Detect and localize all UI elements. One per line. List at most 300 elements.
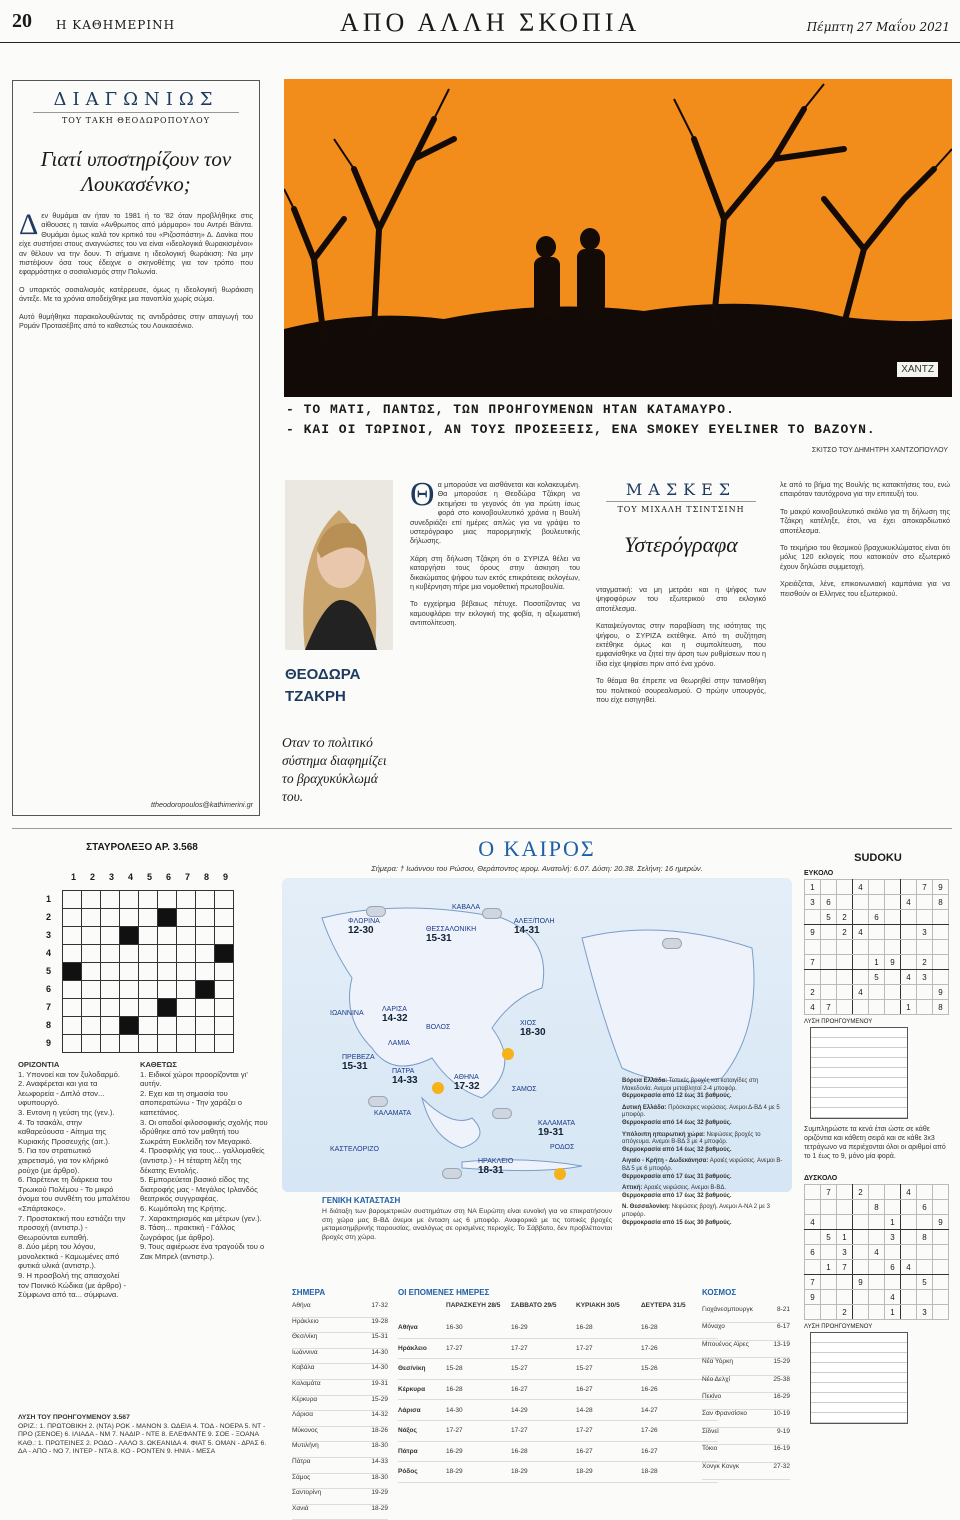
sudoku-cell[interactable]: 7 xyxy=(837,1260,853,1275)
drop-cap: Δ xyxy=(19,208,39,241)
day-temp: 18-29 xyxy=(576,1468,593,1476)
world-title: ΚΟΣΜΟΣ xyxy=(702,1288,737,1297)
next-row xyxy=(398,1318,718,1339)
sudoku-cell[interactable]: 7 xyxy=(805,955,821,970)
sudoku-cell[interactable] xyxy=(901,1275,917,1290)
sudoku-cell[interactable]: 9 xyxy=(805,925,821,940)
sudoku-cell[interactable]: 6 xyxy=(805,1245,821,1260)
sudoku-cell[interactable]: 8 xyxy=(869,1200,885,1215)
row-number: 5 xyxy=(46,966,52,976)
sudoku-cell[interactable] xyxy=(821,970,837,985)
general-forecast: Η διάταξη των βαρομετρικών συστημάτων στη ΝΑ Ευρώπη είναι ευνοϊκή για να επικρατήσουν στη χώρα μας Β-ΒΔ άνεμοι με ένταση ως 6 μποφόρ. Αναφορικά με τις τοπικές βροχές μεταμεσημβρινής παρουσίας, αναλόγως σε ορισμένες περιοχές. Το Σάββατο, δεν προβλέπονται βροχές στη χώρα. xyxy=(322,1208,612,1241)
sudoku-cell[interactable] xyxy=(853,1260,869,1275)
sudoku-cell[interactable] xyxy=(885,895,901,910)
sudoku-cell[interactable] xyxy=(853,1305,869,1320)
sudoku-cell[interactable]: 9 xyxy=(805,1290,821,1305)
map-city xyxy=(478,1158,513,1176)
today-row xyxy=(292,1349,388,1365)
sudoku-cell[interactable] xyxy=(933,1290,949,1305)
city-name: ΗΡΑΚΛΕΙΟ xyxy=(478,1158,514,1165)
day-temp: 16-29 xyxy=(511,1324,528,1332)
sudoku-cell[interactable] xyxy=(853,955,869,970)
clue: 4. Προσφιλής για τους... γαλλομαθείς (αντιστρ.) - Η τέταρτη λέξη της δέκατης Εντολής. xyxy=(140,1146,265,1175)
sudoku-cell[interactable] xyxy=(901,940,917,955)
sudoku-cell[interactable]: 4 xyxy=(901,1260,917,1275)
sudoku-cell[interactable]: 4 xyxy=(869,1245,885,1260)
region-text: Αραιές νεφώσεις. Ανεμοι Β-ΒΔ. xyxy=(643,1185,727,1192)
region-text: Πρόσκαιρες νεφώσεις. Ανεμοι Δ-ΒΔ 4 με 5 μποφόρ. xyxy=(622,1104,780,1119)
sudoku-cell[interactable]: 4 xyxy=(901,1185,917,1200)
city-name: Ιωάννινα xyxy=(292,1348,318,1356)
city-temp: 18-30 xyxy=(371,1473,388,1481)
city-name: Θεσ/νίκη xyxy=(398,1365,426,1373)
sudoku-cell[interactable] xyxy=(853,970,869,985)
city-temp: 12-30 xyxy=(348,925,374,936)
day-heading: ΔΕΥΤΕΡΑ 31/5 xyxy=(641,1302,686,1309)
sudoku-cell[interactable] xyxy=(853,1200,869,1215)
city-name: Κέρκυρα xyxy=(398,1386,426,1394)
clue: 2. Αναφέρεται και για τα λεωφορεία - Διπλό στον... υφυπουργό. xyxy=(18,1079,105,1108)
world-row xyxy=(702,1463,790,1480)
sudoku-cell[interactable] xyxy=(917,1245,933,1260)
day-temp: 16-26 xyxy=(641,1386,658,1394)
next-row xyxy=(398,1462,718,1483)
sudoku-cell[interactable]: 1 xyxy=(821,1260,837,1275)
city-name: ΘΕΣΣΑΛΟΝΙΚΗ xyxy=(426,926,477,933)
sudoku-cell[interactable]: 1 xyxy=(901,1000,917,1015)
row-number: 7 xyxy=(46,1002,52,1012)
sudoku-cell[interactable]: 1 xyxy=(805,880,821,895)
sudoku-cell[interactable] xyxy=(853,1000,869,1015)
region-name: Αιγαίο - Κρήτη - Δωδεκάνησα: xyxy=(622,1158,709,1165)
sudoku-cell[interactable]: 1 xyxy=(885,1305,901,1320)
sudoku-cell[interactable] xyxy=(853,1245,869,1260)
city-name: Αθήνα xyxy=(398,1324,418,1332)
clues-horizontal xyxy=(18,1060,130,1300)
sudoku-title: SUDOKU xyxy=(854,852,902,864)
solution-grid-small xyxy=(810,1332,908,1424)
clue: 5. Εμπορεύεται βασικό είδος της διατροφής μας - Μεγάλος Ιρλανδός θεατρικός συγγραφέας. xyxy=(140,1175,258,1204)
sudoku-cell[interactable] xyxy=(869,1000,885,1015)
sudoku-cell[interactable]: 6 xyxy=(885,1260,901,1275)
sudoku-cell[interactable]: 4 xyxy=(901,970,917,985)
sudoku-cell[interactable] xyxy=(869,1275,885,1290)
day-heading: ΚΥΡΙΑΚΗ 30/5 xyxy=(576,1302,620,1309)
sudoku-cell[interactable]: 8 xyxy=(933,895,949,910)
col-number: 6 xyxy=(165,872,171,882)
sudoku-cell[interactable]: 8 xyxy=(917,1230,933,1245)
sudoku-cell[interactable]: 4 xyxy=(853,925,869,940)
day-temp: 16-27 xyxy=(511,1386,528,1394)
sudoku-cell[interactable] xyxy=(853,895,869,910)
sudoku-cell[interactable] xyxy=(933,1200,949,1215)
sudoku-cell[interactable] xyxy=(885,925,901,940)
region-temp: Θερμοκρασία από 14 έως 32 βαθμούς. xyxy=(622,1119,732,1126)
sudoku-cell[interactable]: 5 xyxy=(917,1275,933,1290)
sudoku-cell[interactable] xyxy=(869,1185,885,1200)
day-temp: 17-26 xyxy=(641,1427,658,1435)
city-temp: 27-32 xyxy=(773,1462,790,1470)
today-row xyxy=(292,1396,388,1412)
city-name: ΛΑΡΙΣΑ xyxy=(382,1006,407,1013)
sudoku-cell[interactable] xyxy=(901,1215,917,1230)
sudoku-cell[interactable] xyxy=(869,1230,885,1245)
sudoku-cell[interactable]: 5 xyxy=(869,970,885,985)
sudoku-cell[interactable] xyxy=(837,895,853,910)
city-name: Λάρισα xyxy=(398,1406,421,1414)
sudoku-cell[interactable]: 4 xyxy=(885,1290,901,1305)
sudoku-cell[interactable] xyxy=(917,985,933,1000)
sudoku-cell[interactable] xyxy=(853,910,869,925)
sudoku-cell[interactable] xyxy=(901,1290,917,1305)
city-name: Νέο Δελχί xyxy=(702,1375,730,1383)
city-name: Καβάλα xyxy=(292,1364,315,1372)
article-headline: Γιατί υποστηρίζουν τον Λουκασένκο; xyxy=(40,147,232,196)
city-temp: 25-38 xyxy=(773,1375,790,1383)
sudoku-cell[interactable] xyxy=(901,1230,917,1245)
city-temp: 14-32 xyxy=(382,1013,408,1024)
col-number: 5 xyxy=(146,872,152,882)
sudoku-cell[interactable]: 1 xyxy=(869,955,885,970)
article-paragraph: Χάρη στη δήλωση Τζάκρη ότι ο ΣΥΡΙΖΑ θέλει να καταργήσει τους όρους στην άσκηση του δικαιώματος ψήφου των εκτός επικράτειας εκλογέων, η κυβέρνηση πήρε μια νομοθετική πρωτοβουλία. xyxy=(410,553,580,592)
sudoku-cell[interactable] xyxy=(885,1000,901,1015)
sudoku-cell[interactable]: 7 xyxy=(917,880,933,895)
sudoku-cell[interactable] xyxy=(805,1260,821,1275)
sudoku-cell[interactable] xyxy=(869,1260,885,1275)
cloud-icon xyxy=(366,906,386,917)
sudoku-cell[interactable] xyxy=(885,970,901,985)
sudoku-cell[interactable] xyxy=(837,1290,853,1305)
sudoku-cell[interactable] xyxy=(901,1245,917,1260)
sudoku-cell[interactable] xyxy=(885,940,901,955)
sudoku-cell[interactable] xyxy=(837,880,853,895)
col-number: 7 xyxy=(184,872,190,882)
sudoku-cell[interactable] xyxy=(901,985,917,1000)
next-row xyxy=(398,1442,718,1463)
sudoku-cell[interactable] xyxy=(901,925,917,940)
map-city xyxy=(392,1068,418,1086)
sudoku-cell[interactable] xyxy=(805,970,821,985)
sudoku-cell[interactable] xyxy=(901,955,917,970)
sudoku-cell[interactable]: 6 xyxy=(821,895,837,910)
map-city xyxy=(520,1020,546,1038)
today-row xyxy=(292,1364,388,1380)
sudoku-cell[interactable] xyxy=(821,1245,837,1260)
sudoku-panel xyxy=(804,852,952,1496)
sudoku-cell[interactable] xyxy=(869,1215,885,1230)
region-name: Αττική: xyxy=(622,1185,643,1192)
sudoku-cell[interactable] xyxy=(821,1275,837,1290)
column2-body-a xyxy=(596,585,766,704)
sudoku-cell[interactable] xyxy=(853,940,869,955)
sudoku-cell[interactable] xyxy=(821,985,837,1000)
sudoku-cell[interactable] xyxy=(917,940,933,955)
city-temp: 16-19 xyxy=(773,1445,790,1453)
region-name: Βόρεια Ελλάδα: xyxy=(622,1078,668,1084)
sudoku-cell[interactable] xyxy=(901,1200,917,1215)
sudoku-cell[interactable] xyxy=(901,1305,917,1320)
city-name: Νέα Υόρκη xyxy=(702,1358,733,1366)
map-city xyxy=(538,1120,575,1138)
sudoku-cell[interactable] xyxy=(917,1290,933,1305)
sudoku-cell[interactable] xyxy=(869,1290,885,1305)
column-title: ΔΙΑΓΩΝΙΩΣ xyxy=(53,89,219,110)
sudoku-cell[interactable]: 4 xyxy=(853,880,869,895)
sudoku-cell[interactable] xyxy=(885,1185,901,1200)
city-name: Πάτρα xyxy=(398,1447,418,1455)
sudoku-easy-grid[interactable] xyxy=(804,879,949,1015)
sudoku-cell[interactable] xyxy=(933,970,949,985)
sudoku-cell[interactable] xyxy=(837,940,853,955)
clue: 3. Οι οπαδοί φιλοσοφικής σχολής που ιδρύθηκε από τον μαθητή του Σωκράτη Ευκλείδη τον Μεγαρικό. xyxy=(140,1117,268,1146)
next-row xyxy=(398,1400,718,1421)
day-temp: 15-28 xyxy=(446,1365,463,1373)
cloud-icon xyxy=(442,1168,462,1179)
region-temp: Θερμοκρασία από 15 έως 30 βαθμούς. xyxy=(622,1219,732,1226)
sudoku-cell[interactable]: 2 xyxy=(853,1185,869,1200)
sudoku-cell[interactable] xyxy=(933,910,949,925)
article-lead: εν θυμάμαι αν ήταν το 1981 ή το '82 όταν προβλήθηκε στις αίθουσες η ταινία «Ανθρωπος από μάρμαρο» του Αντρέι Βάιντα. Θυμάμαι όμως καλά τον κριτικό του «Ριζοσπάστη» Δ. Δανίκα που είχε συστήσει στους αναγνώστες του να είναι «ιδεολογικά θωρακισμένοι» αν θέλουν να την δουν. Τι σήμαινε η ιδεολογική θωράκιση: Να μην πιστέψουν όσα τους έδειχνε ο σκηνοθέτης για τον τρόπο που εφαρμόστηκε ο σοσιαλισμός στην Πολωνία. xyxy=(19,211,253,277)
sudoku-cell[interactable] xyxy=(821,925,837,940)
day-temp: 18-28 xyxy=(641,1468,658,1476)
sudoku-cell[interactable] xyxy=(917,1215,933,1230)
sudoku-cell[interactable] xyxy=(837,955,853,970)
sudoku-cell[interactable]: 1 xyxy=(885,1215,901,1230)
sudoku-cell[interactable]: 4 xyxy=(805,1000,821,1015)
article-lead: α μπορούσε να αισθάνεται και κολακευμένη. Θα μπορούσε η Θεοδώρα Τζάκρη να εκτιμήσει το γεγονός ότι για πρώτη ίσως φορά στο κοινοβουλευτικό χρόνια η Βουλή συνεδριάζει επί ημέρες απλώς για να γράψει το υστερόγραφο μιας παρορμητικής βουλευτικής δήλωσης. xyxy=(410,480,580,546)
sudoku-cell[interactable]: 3 xyxy=(917,925,933,940)
sudoku-cell[interactable]: 9 xyxy=(933,880,949,895)
crossword-row-numbers xyxy=(46,894,58,1056)
city-name: Τόκιο xyxy=(702,1445,718,1453)
sudoku-cell[interactable]: 2 xyxy=(805,985,821,1000)
sudoku-cell[interactable] xyxy=(821,1305,837,1320)
sudoku-cell[interactable] xyxy=(917,895,933,910)
sudoku-cell[interactable] xyxy=(821,880,837,895)
clues-vertical xyxy=(140,1060,268,1261)
region-text: Νεφώσεις βροχή. Ανεμοι Α-ΝΑ 2 με 3 μποφόρ. xyxy=(622,1204,770,1218)
sudoku-cell[interactable]: 9 xyxy=(853,1275,869,1290)
sudoku-cell[interactable]: 1 xyxy=(837,1230,853,1245)
sudoku-cell[interactable]: 9 xyxy=(933,1215,949,1230)
cloud-icon xyxy=(368,1096,388,1107)
city-name: Σαν Φρανσίσκο xyxy=(702,1410,747,1418)
sudoku-cell[interactable] xyxy=(901,910,917,925)
clue: 7. Προστακτική που εστιάζει την προσοχή (αντιστρ.) - Θεωρούνται ευπαθή. xyxy=(18,1213,126,1242)
pull-quote: Οταν το πολιτικό σύστημα διαφημίζει το βραχυκύκλωμά του. xyxy=(282,735,387,804)
world-row xyxy=(702,1376,790,1393)
sudoku-cell[interactable] xyxy=(869,880,885,895)
sudoku-cell[interactable] xyxy=(933,1245,949,1260)
issue-date: Πέμπτη 27 Μαΐου 2021 xyxy=(806,20,950,34)
sudoku-cell[interactable] xyxy=(805,1305,821,1320)
city-name: Κέρκυρα xyxy=(292,1395,318,1403)
drop-cap: Θ xyxy=(410,476,435,513)
sudoku-cell[interactable]: 5 xyxy=(821,1230,837,1245)
sudoku-cell[interactable] xyxy=(821,1290,837,1305)
city-temp: 18-29 xyxy=(371,1504,388,1512)
day-temp: 17-27 xyxy=(446,1344,463,1352)
sudoku-cell[interactable] xyxy=(837,1000,853,1015)
world-row xyxy=(702,1323,790,1340)
clue: 7. Χαρακτηρισμός και μέτρων (γεν.). xyxy=(140,1213,262,1223)
sudoku-cell[interactable] xyxy=(901,880,917,895)
sudoku-cell[interactable] xyxy=(917,1185,933,1200)
sudoku-cell[interactable]: 3 xyxy=(837,1245,853,1260)
sudoku-cell[interactable]: 3 xyxy=(885,1230,901,1245)
row-number: 4 xyxy=(46,948,52,958)
sudoku-hard-grid[interactable] xyxy=(804,1184,949,1320)
clue: 8. Δύο μέρη του λόγου, μονολεκτικά - Καμωμένες από φυτικά υλικά (αντιστρ.). xyxy=(18,1242,120,1271)
sudoku-cell[interactable]: 5 xyxy=(821,910,837,925)
sudoku-cell[interactable]: 6 xyxy=(917,1200,933,1215)
map-city xyxy=(342,1054,375,1072)
sudoku-cell[interactable] xyxy=(821,1200,837,1215)
sudoku-cell[interactable] xyxy=(933,955,949,970)
clues-heading: ΚΑΘΕΤΩΣ xyxy=(140,1060,177,1069)
sudoku-cell[interactable] xyxy=(837,1215,853,1230)
day-temp: 16-28 xyxy=(576,1324,593,1332)
sudoku-cell[interactable] xyxy=(837,1275,853,1290)
sudoku-cell[interactable]: 8 xyxy=(933,1000,949,1015)
world-row xyxy=(702,1445,790,1462)
sudoku-cell[interactable]: 3 xyxy=(917,1305,933,1320)
city-name: ΠΡΕΒΕΖΑ xyxy=(342,1054,375,1061)
today-row xyxy=(292,1427,388,1443)
weather-title: Ο ΚΑΙΡΟΣ xyxy=(478,836,596,861)
sudoku-cell[interactable]: 4 xyxy=(853,985,869,1000)
sudoku-cell[interactable]: 2 xyxy=(917,955,933,970)
sudoku-cell[interactable] xyxy=(869,1305,885,1320)
sudoku-cell[interactable]: 4 xyxy=(901,895,917,910)
next-days-table xyxy=(398,1318,718,1483)
region-text: Αραιές νεφώσεις. Ανεμοι Β-ΒΔ 5 με 6 μποφόρ. xyxy=(622,1158,783,1172)
city-name: Θεσ/νίκη xyxy=(292,1333,318,1341)
page-number: 20 xyxy=(12,10,32,32)
sudoku-cell[interactable] xyxy=(933,1275,949,1290)
crossword-grid[interactable] xyxy=(62,890,234,1053)
sudoku-cell[interactable]: 3 xyxy=(805,895,821,910)
sudoku-cell[interactable]: 4 xyxy=(805,1215,821,1230)
crossword-solution xyxy=(18,1414,268,1457)
today-table xyxy=(292,1302,388,1520)
city-name: ΑΛΕΞ/ΠΟΛΗ xyxy=(514,918,555,925)
sudoku-cell[interactable] xyxy=(917,1000,933,1015)
next-row xyxy=(398,1421,718,1442)
city-temp: 18-31 xyxy=(478,1165,504,1176)
clue: 6. Παρέτεινε τη διάρκεια του Τρωικού Πολέμου - Το μικρό όνομα του συνθέτη του μπαλέτου «Σπάρτακος». xyxy=(18,1175,130,1213)
sudoku-cell[interactable] xyxy=(885,1245,901,1260)
sudoku-cell[interactable]: 9 xyxy=(885,955,901,970)
world-row xyxy=(702,1410,790,1427)
sudoku-cell[interactable] xyxy=(805,1185,821,1200)
day-temp: 15-27 xyxy=(576,1365,593,1373)
sudoku-cell[interactable] xyxy=(933,940,949,955)
sudoku-cell[interactable] xyxy=(885,1275,901,1290)
day-temp: 16-27 xyxy=(641,1447,658,1455)
sudoku-cell[interactable] xyxy=(933,925,949,940)
sudoku-cell[interactable] xyxy=(885,1200,901,1215)
sudoku-cell[interactable] xyxy=(885,985,901,1000)
sudoku-cell[interactable] xyxy=(933,1230,949,1245)
day-temp: 16-27 xyxy=(576,1447,593,1455)
sudoku-cell[interactable]: 2 xyxy=(837,925,853,940)
sudoku-cell[interactable] xyxy=(869,985,885,1000)
city-temp: 14-32 xyxy=(371,1411,388,1419)
region-temp: Θερμοκρασία από 14 έως 32 βαθμούς. xyxy=(622,1146,732,1153)
sudoku-cell[interactable]: 9 xyxy=(933,985,949,1000)
sudoku-cell[interactable]: 7 xyxy=(805,1275,821,1290)
sudoku-cell[interactable]: 3 xyxy=(917,970,933,985)
sudoku-cell[interactable] xyxy=(917,910,933,925)
sun-icon xyxy=(502,1048,514,1060)
row-number: 2 xyxy=(46,912,52,922)
today-row xyxy=(292,1318,388,1334)
sudoku-cell[interactable]: 2 xyxy=(837,1305,853,1320)
region-block xyxy=(622,1078,788,1101)
col-number: 3 xyxy=(108,872,114,882)
map-label: ΛΑΜΙΑ xyxy=(388,1040,410,1047)
sudoku-cell[interactable] xyxy=(821,955,837,970)
sudoku-cell[interactable]: 6 xyxy=(869,910,885,925)
sudoku-cell[interactable] xyxy=(821,1215,837,1230)
map-city xyxy=(514,918,555,936)
sudoku-cell[interactable] xyxy=(805,910,821,925)
row-number: 8 xyxy=(46,1020,52,1030)
sudoku-cell[interactable] xyxy=(933,1185,949,1200)
city-name: Ρόδος xyxy=(398,1468,418,1476)
city-temp: 17-32 xyxy=(454,1081,480,1092)
sudoku-cell[interactable] xyxy=(837,1200,853,1215)
sudoku-cell[interactable] xyxy=(805,1200,821,1215)
next-row xyxy=(398,1380,718,1401)
sudoku-cell[interactable] xyxy=(837,1185,853,1200)
map-label: ΙΩΑΝΝΙΝΑ xyxy=(330,1010,364,1017)
today-row xyxy=(292,1442,388,1458)
day-temp: 17-27 xyxy=(511,1344,528,1352)
sudoku-cell[interactable] xyxy=(837,970,853,985)
sudoku-cell[interactable] xyxy=(933,1260,949,1275)
sudoku-cell[interactable] xyxy=(869,940,885,955)
sudoku-cell[interactable] xyxy=(821,940,837,955)
sudoku-cell[interactable] xyxy=(805,1230,821,1245)
sudoku-cell[interactable] xyxy=(869,925,885,940)
sudoku-cell[interactable]: 7 xyxy=(821,1000,837,1015)
general-title: ΓΕΝΙΚΗ ΚΑΤΑΣΤΑΣΗ xyxy=(322,1196,401,1205)
sudoku-cell[interactable]: 7 xyxy=(821,1185,837,1200)
sudoku-cell[interactable] xyxy=(853,1215,869,1230)
person-name-1: ΘΕΟΔΩΡΑ xyxy=(285,666,361,683)
world-table xyxy=(702,1306,790,1480)
sudoku-cell[interactable] xyxy=(805,940,821,955)
page-header xyxy=(0,0,960,43)
today-row xyxy=(292,1458,388,1474)
sudoku-cell[interactable]: 2 xyxy=(837,910,853,925)
sudoku-cell[interactable] xyxy=(917,1260,933,1275)
sudoku-cell[interactable] xyxy=(885,880,901,895)
clue: 9. Τους αφιέρωσε ένα τραγούδι του ο Ζακ Μπρελ (αντιστρ.). xyxy=(140,1242,265,1261)
sudoku-cell[interactable] xyxy=(933,1305,949,1320)
sudoku-cell[interactable] xyxy=(869,895,885,910)
sudoku-cell[interactable] xyxy=(885,910,901,925)
divider xyxy=(12,828,952,829)
sudoku-cell[interactable] xyxy=(837,985,853,1000)
city-name: Σαντορίνη xyxy=(292,1489,322,1497)
day-temp: 14-29 xyxy=(511,1406,528,1414)
sudoku-cell[interactable] xyxy=(853,1290,869,1305)
sudoku-cell[interactable] xyxy=(853,1230,869,1245)
city-name: Χονγκ Κονγκ xyxy=(702,1462,740,1470)
